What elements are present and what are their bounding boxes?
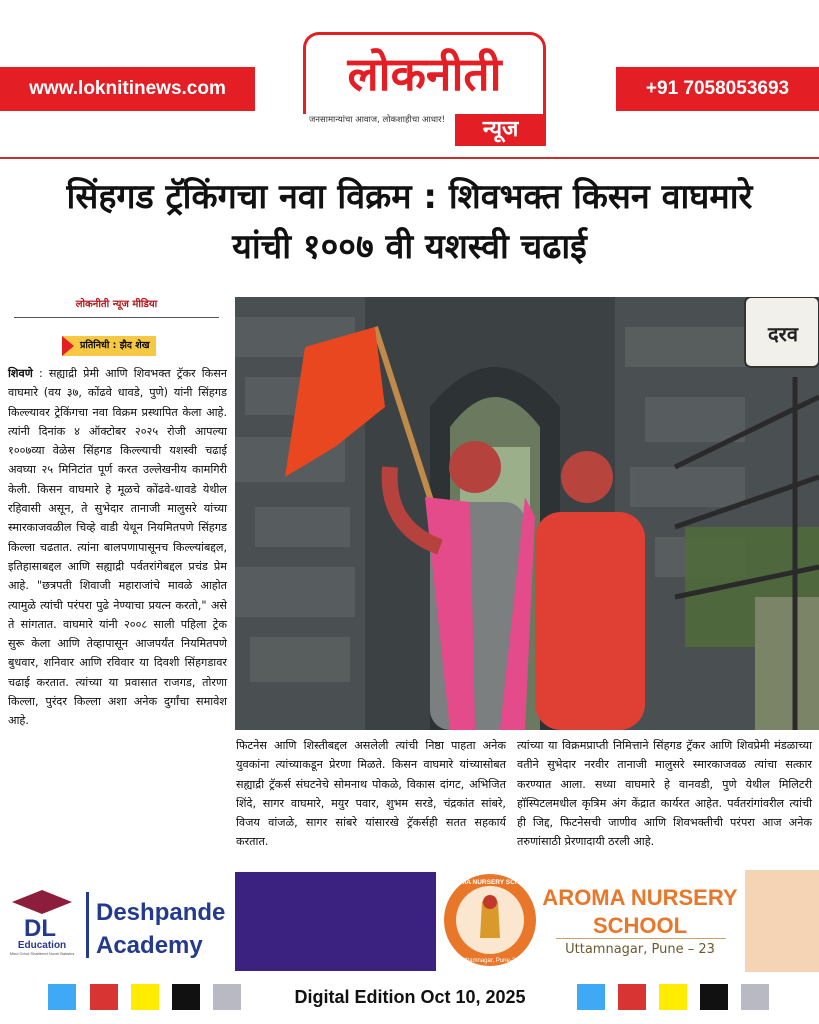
article-headline — [0, 172, 819, 272]
dl-name-line-1: Deshpande — [96, 899, 226, 926]
phone-banner[interactable]: +91 7058053693 — [616, 67, 819, 111]
media-credit: लोकनीती न्यूज मीडिया — [75, 299, 158, 310]
aroma-school-badge-icon — [442, 872, 538, 968]
logo-wordmark: लोकनीती — [303, 32, 546, 114]
reporter-badge: प्रतिनिधी : झैद शेख — [62, 336, 156, 356]
dl-logo-mark: DL — [24, 915, 56, 942]
article-body-left — [8, 364, 227, 731]
dateline: शिवणे — [8, 367, 33, 380]
article-body-right: त्यांच्या या विक्रमप्राप्ती निमित्ताने सिंहगड ट्रॅकर आणि शिवप्रेमी मंडळाच्या वतीने सुभेदार नरवीर तानाजी मालुसरे स्मारकाजवळ त्यांचा सत्कार करण्यात आला. सध्या वाघमारे हे वानवडी, पुणे येथील मिलिटरी हॉस्पिटलमधील कृत्रिम अंग केंद्रात कार्यरत आहेत. पर्वतरांगांवरील त्यांची ही जिद्द, फिटनेसची जाणीव आणि शिवभक्तीची परंपरा आज अनेक तरुणांसाठी प्रेरणादायी ठरली आहे. — [517, 739, 812, 849]
color-swatch-blue-right — [577, 984, 605, 1010]
headline-line-1: सिंहगड ट्रॅकिंगचा नवा विक्रम : शिवभक्त किसन वाघमारे — [66, 177, 753, 217]
header-divider — [0, 157, 819, 159]
color-swatch-black-right — [700, 984, 728, 1010]
dl-logo-tagline: Mind Grind Shattered Novel Batwins — [9, 951, 75, 956]
color-swatch-grey-right — [741, 984, 769, 1010]
byline-divider — [14, 317, 219, 318]
dl-name-line-2: Academy — [96, 932, 203, 959]
deshpande-academy-name — [96, 896, 225, 962]
body-left-text: : सह्याद्री प्रेमी आणि शिवभक्त ट्रॅकर किसन वाघमारे (वय ३७, कोंढवे धावडे, पुणे) यांनी सिंहगड किल्ल्यावर ट्रेकिंगचा नवा विक्रम प्रस्थापित केला आहे. त्यांनी दिनांक ४ ऑक्टोबर २०२५ रोजी आपल्या १००७व्या वेळेस सिंहगड किल्ल्याची यशस्वी चढाई अवघ्या २५ मिनिटांत पूर्ण करत उल्लेखनीय कामगिरी केली. किसन वाघमारे हे मूळचे कोंढवे-धावडे येथील रहिवासी असून, ते सुभेदार तानाजी मालुसरे यांच्या स्मारकाजवळील चिव्हे वाडी येथून नियमितपणे सिंहगड किल्ला चढतात. त्यांना बालपणापासूनच किल्ल्यांबद्दल, इतिहासाबद्दल आणि सह्याद्री पर्वतरांगेबद्दल प्रचंड प्रेम आहे. "छत्रपती शिवाजी महाराजांचे मावळे आहोत त्यामुळे त्यांची परंपरा पुढे नेण्याचा प्रयत्न करतो," असे ते सांगतात. वाघमारे यांनी २००८ साली पहिला ट्रेक सुरू केला आणि तेव्हापासून आजपर्यंत नियमितपणे बुधवार, शनिवार आणि रविवार या दिवशी सिंहगडावर चढाई करतात. त्यांच्या या प्रवासात राजगड, तोरणा किल्ला, पुरंदर किल्ला अशा अनेक दुर्गांचा समावेश आहे. — [8, 367, 227, 728]
fort-photo-illustration — [235, 297, 819, 730]
color-swatch-grey — [213, 984, 241, 1010]
beige-ad-block[interactable] — [745, 870, 819, 972]
color-swatch-blue — [48, 984, 76, 1010]
article-body-middle: फिटनेस आणि शिस्तीबद्दल असलेली त्यांची निष्ठा पाहता अनेक युवकांना त्यांच्याकडून प्रेरणा मिळते. किसन वाघमारे यांच्यासोबत सह्याद्री ट्रॅकर्स संघटनेचे सोमनाथ पोकळे, विकास दांगट, अभिजित शिंदे, सागर वाघमारे, मयुर पवार, शुभम सरडे, चंद्रकांत सांबरे, विजय वांजळे, सागर सांबरे यांसारखे ट्रॅकर्सही सतत सहकार्य करतात. — [236, 739, 506, 849]
aroma-divider — [556, 938, 726, 939]
aroma-badge-bottom-text: Uttamnagar, Pune-23 — [461, 958, 519, 964]
color-swatch-red-right — [618, 984, 646, 1010]
digital-edition-date: Digital Edition Oct 10, 2025 — [294, 987, 526, 1007]
color-swatch-red — [90, 984, 118, 1010]
play-arrow-icon — [62, 336, 74, 356]
masthead-logo — [303, 32, 546, 150]
aroma-school-title: AROMA NURSERY SCHOOL — [542, 885, 738, 938]
color-swatch-yellow-right — [659, 984, 687, 1010]
aroma-badge-text: AROMA NURSERY SCHOOL — [446, 879, 534, 886]
aroma-school-location: Uttamnagar, Pune – 23 — [565, 942, 715, 957]
dl-divider — [86, 892, 89, 958]
color-swatch-black — [172, 984, 200, 1010]
dl-logo-word: Education — [17, 940, 67, 951]
logo-tagline: जनसामान्यांचा आवाज, लोकशाहीचा आधार! — [309, 115, 446, 125]
article-photo — [235, 297, 819, 730]
dl-education-logo-icon — [6, 884, 80, 956]
logo-news-word: न्यूज — [455, 114, 546, 146]
color-swatch-yellow — [131, 984, 159, 1010]
purple-ad-banner[interactable] — [235, 872, 436, 971]
photo-sign-text: दरव — [768, 322, 798, 346]
website-banner[interactable]: www.loknitinews.com — [0, 67, 255, 111]
headline-line-2: यांची १००७ वी यशस्वी चढाई — [232, 227, 587, 267]
